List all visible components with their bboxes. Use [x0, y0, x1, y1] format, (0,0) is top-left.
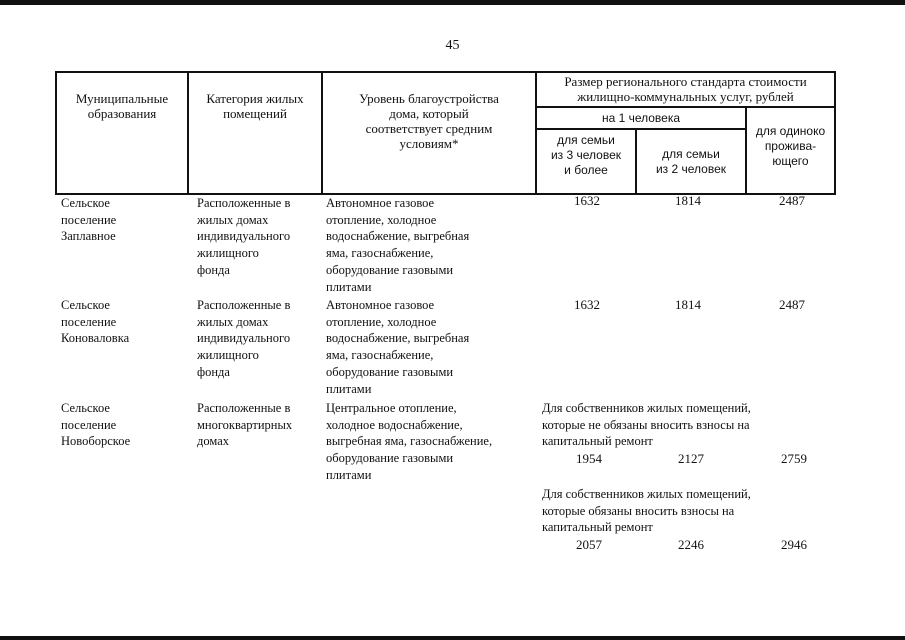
row-2-level: Автономное газовое отопление, холодное водоснабжение, выгребная яма, газоснабжение, оборудование газовыми плитами — [326, 298, 470, 396]
top-rule — [0, 0, 905, 5]
header-category: Категория жилых помещений — [206, 91, 304, 121]
row-3-b-single-value: 2946 — [781, 537, 807, 552]
row-2-family-3-value: 1632 — [574, 297, 600, 312]
row-1-level: Автономное газовое отопление, холодное водоснабжение, выгребная яма, газоснабжение, оборудование газовыми плитами — [326, 196, 470, 294]
row-3-category: Расположенные в многоквартирных домах — [197, 401, 293, 449]
header-single: для одиноко прожива- ющего — [755, 124, 826, 168]
header-family-2: для семьи из 2 человек — [655, 147, 727, 176]
page-number: 45 — [445, 38, 460, 53]
row-1-family-2-value: 1814 — [675, 193, 701, 208]
header-standard: Размер регионального стандарта стоимости жилищно-коммунальных услуг, рублей — [564, 74, 807, 104]
row-2-category: Расположенные в жилых домах индивидуального жилищного фонда — [197, 298, 291, 379]
header-municipality: Муниципальные образования — [75, 91, 169, 121]
row-3-a-single-value: 2759 — [781, 451, 807, 466]
row-3-b-family-3-value: 2057 — [576, 537, 602, 552]
row-3-a-family-2-value: 2127 — [678, 451, 704, 466]
row-2-single-value: 2487 — [779, 297, 805, 312]
header-family-3: для семьи из 3 человек и более — [550, 133, 622, 177]
row-3-note-capital-repair: Для собственников жилых помещений, которые обязаны вносить взносы на капитальный ремонт — [542, 487, 751, 535]
row-3-municipality: Сельское поселение Новоборское — [61, 401, 131, 449]
row-1-category: Расположенные в жилых домах индивидуального жилищного фонда — [197, 196, 291, 277]
row-2-family-2-value: 1814 — [675, 297, 701, 312]
row-3-note-no-capital-repair: Для собственников жилых помещений, которые не обязаны вносить взносы на капитальный ремонт — [542, 401, 751, 449]
header-level: Уровень благоустройства дома, который соответствует средним условиям* — [359, 91, 499, 151]
row-2-municipality: Сельское поселение Коноваловка — [61, 298, 130, 346]
bottom-rule — [0, 636, 905, 640]
header-per-person: на 1 человека — [601, 111, 681, 125]
row-1-single-value: 2487 — [779, 193, 805, 208]
row-3-b-family-2-value: 2246 — [678, 537, 704, 552]
row-1-family-3-value: 1632 — [574, 193, 600, 208]
row-1-municipality: Сельское поселение Заплавное — [61, 196, 117, 244]
row-3-level: Центральное отопление, холодное водоснабжение, выгребная яма, газоснабжение, оборудование газовыми плитами — [326, 401, 493, 482]
row-3-a-family-3-value: 1954 — [576, 451, 602, 466]
header-table — [55, 71, 836, 195]
